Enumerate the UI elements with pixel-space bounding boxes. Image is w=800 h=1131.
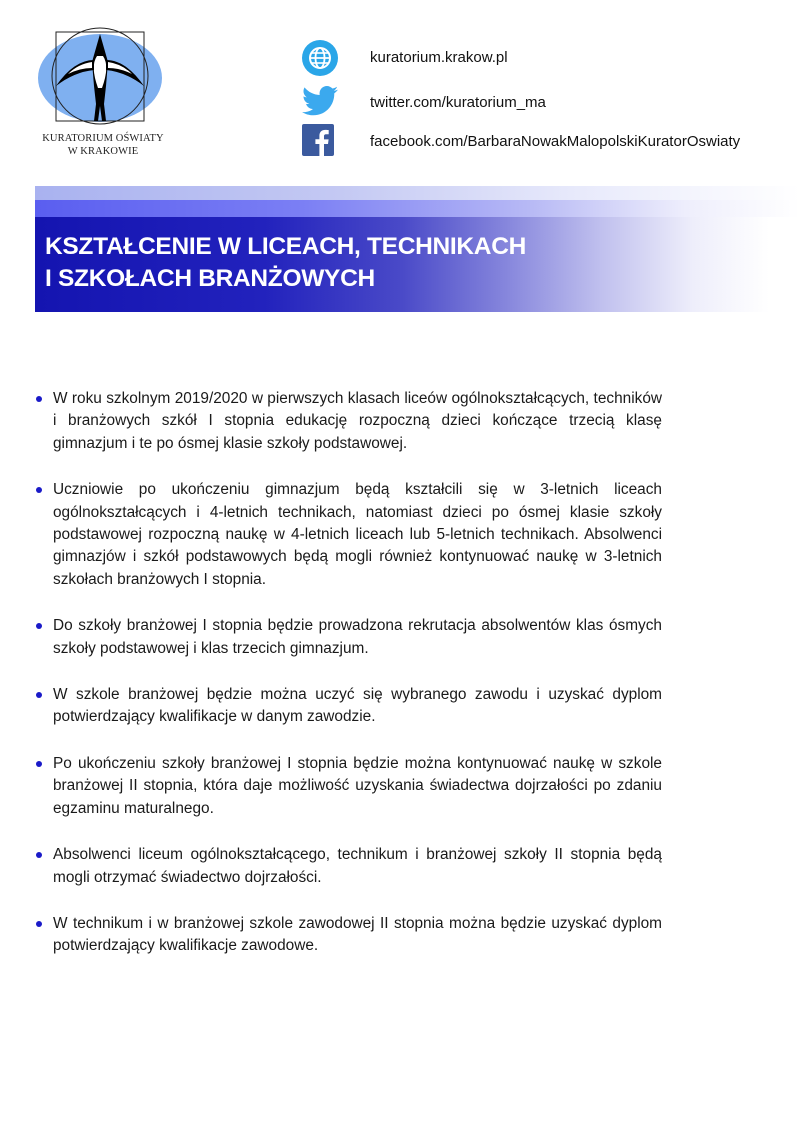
bullet-dot-icon — [36, 921, 42, 927]
list-item-text: W technikum i w branżowej szkole zawodowej II stopnia można będzie uzyskać dyplom potwierdzający kwalifikacje zawodowe. — [53, 914, 662, 955]
contact-facebook[interactable] — [302, 124, 782, 160]
list-item-text: Absolwenci liceum ogólnokształcącego, technikum i branżowej szkoły II stopnia będą mogli otrzymać świadectwo dojrzałości. — [53, 846, 662, 886]
facebook-link[interactable]: facebook.com/BarbaraNowakMalopolskiKuratorOswiaty — [370, 133, 741, 150]
list-item-text: Do szkoły branżowej I stopnia będzie prowadzona rekrutacja absolwentów klas ósmych szkoły podstawowej i klas trzecich gimnazjum. — [53, 617, 662, 657]
swallow-logo-icon — [34, 26, 172, 126]
bullet-dot-icon — [36, 396, 42, 402]
facebook-icon — [302, 124, 338, 160]
list-item-text: Po ukończeniu szkoły branżowej I stopnia będzie można kontynuować naukę w szkole branżowej II stopnia, która daje możliwość uzyskania świadectwa dojrzałości po zdaniu egzaminu maturalnego. — [53, 754, 662, 817]
twitter-link[interactable]: twitter.com/kuratorium_ma — [370, 94, 546, 111]
list-item — [36, 753, 662, 820]
bullet-dot-icon — [36, 852, 42, 858]
list-item — [36, 844, 662, 889]
banner-top-stripe — [35, 186, 800, 200]
bullet-dot-icon — [36, 623, 42, 629]
bullet-dot-icon — [36, 487, 42, 493]
logo-text-line1: KURATORIUM OŚWIATY — [42, 133, 164, 144]
globe-icon — [302, 40, 338, 76]
banner-middle-stripe — [35, 200, 800, 217]
bullet-dot-icon — [36, 692, 42, 698]
list-item — [36, 388, 662, 455]
kuratorium-logo — [28, 26, 178, 161]
list-item — [36, 615, 662, 660]
twitter-bird-icon — [302, 85, 338, 121]
list-item-text: W szkole branżowej będzie można uczyć się wybranego zawodu i uzyskać dyplom potwierdzający kwalifikacje w danym zawodzie. — [53, 686, 662, 726]
list-item — [36, 479, 662, 591]
page-title-line1: KSZTAŁCENIE W LICEACH, TECHNIKACH — [45, 233, 526, 260]
bullet-dot-icon — [36, 761, 42, 767]
list-item — [36, 684, 662, 729]
website-link[interactable]: kuratorium.krakow.pl — [370, 49, 508, 66]
list-item-text: W roku szkolnym 2019/2020 w pierwszych klasach liceów ogólnokształcących, techników i branżowych szkół I stopnia edukację rozpoczną dzieci kończące trzecią klasę gimnazjum i te po ósmej klasie szkoły podstawowej. — [53, 390, 662, 452]
list-item — [36, 913, 662, 958]
contact-twitter[interactable] — [302, 85, 782, 121]
page-title — [45, 231, 526, 295]
bullet-list — [36, 388, 662, 982]
contact-website[interactable] — [302, 40, 782, 76]
page-title-line2: I SZKOŁACH BRANŻOWYCH — [45, 265, 375, 292]
list-item-text: Uczniowie po ukończeniu gimnazjum będą kształcili się w 3-letnich liceach ogólnokształcących i 4-letnich technikach, natomiast dzieci po ósmej klasie szkoły podstawowej rozpoczną naukę w 4-letnich liceach lub 5-letnich technikach. Absolwenci gimnazjów i szkół podstawowych będą mogli również kontynuować naukę w 3-letnich szkołach branżowych I stopnia. — [53, 481, 662, 588]
logo-text-line2: W KRAKOWIE — [67, 146, 139, 157]
